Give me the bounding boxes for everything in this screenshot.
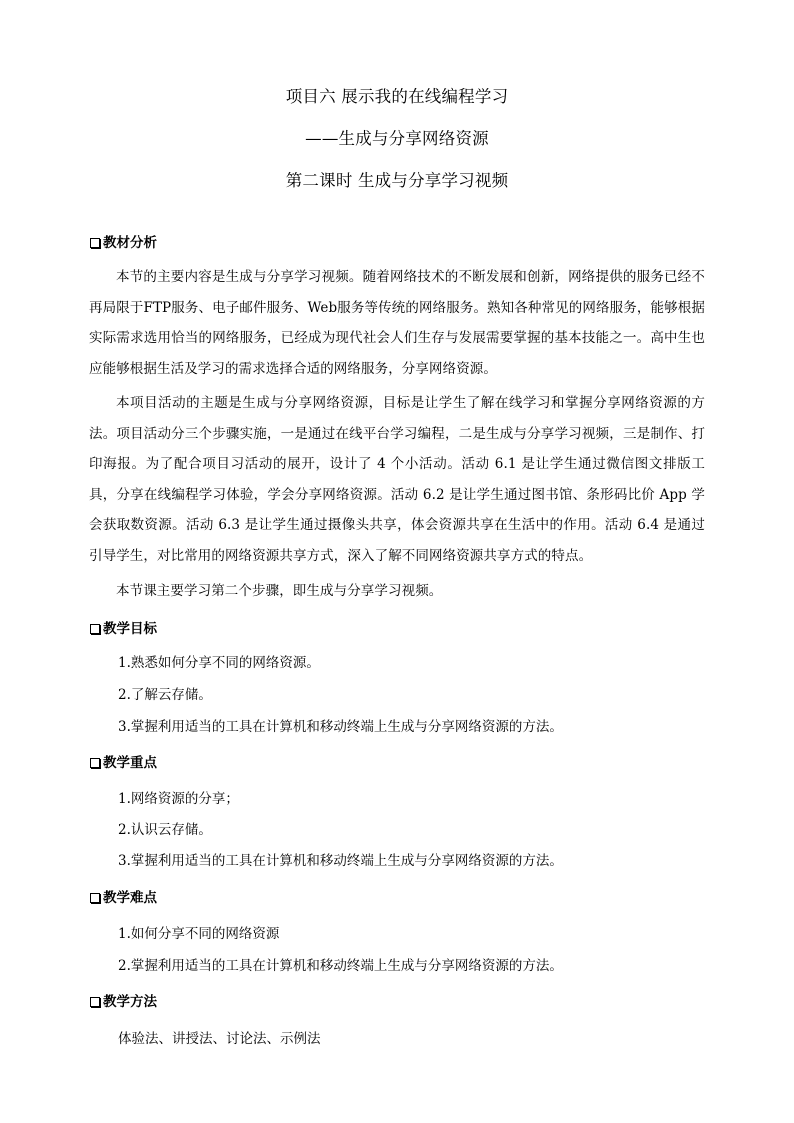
analysis-paragraph: 本节课主要学习第二个步骤，即生成与分享学习视频。 <box>116 583 443 599</box>
analysis-paragraph: 本项目活动的主题是生成与分享网络资源，目标是让学生了解在线学习和掌握分享网络资源的方法。项目活动分三个步骤实施，一是通过在线平台学习编程，二是生成与分享学习视频，三是制作、打印海报。为了配合项目习活动的展开，设计了 4 个小活动。活动 6.1 是让学生通过微信图文排版工具，分享在线编程学习体验，学会分享网络资源。活动 6.2 是让学生通过图书馆、条形码比价 App 学会获取数资源。活动 6.3 是让学生通过摄像头共享，体会资源共享在生活中的作用。活动 6.4 是通过引导学生，对比常用的网络资源共享方式，深入了解不同网络资源共享方式的特点。 <box>89 395 705 564</box>
section-heading-analysis <box>90 234 157 252</box>
checkbox-bullet-icon <box>90 624 100 634</box>
list-item: 3.掌握利用适当的工具在计算机和移动终端上生成与分享网络资源的方法。 <box>118 853 563 869</box>
list-item: 体验法、讲授法、讨论法、示例法 <box>118 1031 321 1047</box>
list-item: 3.掌握利用适当的工具在计算机和移动终端上生成与分享网络资源的方法。 <box>118 719 563 735</box>
section-heading-text: 教学难点 <box>103 890 157 906</box>
list-item: 1.如何分享不同的网络资源 <box>118 926 280 942</box>
document-subtitle: ——生成与分享网络资源 <box>305 129 489 148</box>
section-heading-text: 教学目标 <box>103 621 157 637</box>
section-heading-objectives <box>90 620 157 638</box>
list-item: 1.网络资源的分享； <box>118 791 239 807</box>
list-item: 1.熟悉如何分享不同的网络资源。 <box>118 655 320 671</box>
list-item: 2.了解云存储。 <box>118 687 212 703</box>
section-heading-text: 教学重点 <box>103 755 157 771</box>
checkbox-bullet-icon <box>90 893 100 903</box>
checkbox-bullet-icon <box>90 997 100 1007</box>
list-item: 2.认识云存储。 <box>118 822 212 838</box>
list-item: 2.掌握利用适当的工具在计算机和移动终端上生成与分享网络资源的方法。 <box>118 958 563 974</box>
section-heading-key-points <box>90 754 157 772</box>
section-heading-methods <box>90 993 157 1011</box>
section-heading-difficulties <box>90 889 157 907</box>
lesson-title: 第二课时 生成与分享学习视频 <box>285 171 509 190</box>
section-heading-text: 教学方法 <box>103 994 157 1010</box>
document-title: 项目六 展示我的在线编程学习 <box>285 87 509 106</box>
checkbox-bullet-icon <box>90 758 100 768</box>
analysis-paragraph: 本节的主要内容是生成与分享学习视频。随着网络技术的不断发展和创新，网络提供的服务已经不再局限于FTP服务、电子邮件服务、Web服务等传统的网络服务。熟知各种常见的网络服务，能够根据实际需求选用恰当的网络服务，已经成为现代社会人们生存与发展需要掌握的基本技能之一。高中生也应能够根据生活及学习的需求选择合适的网络服务，分享网络资源。 <box>89 269 705 377</box>
checkbox-bullet-icon <box>90 238 100 248</box>
section-heading-text: 教材分析 <box>103 235 157 251</box>
